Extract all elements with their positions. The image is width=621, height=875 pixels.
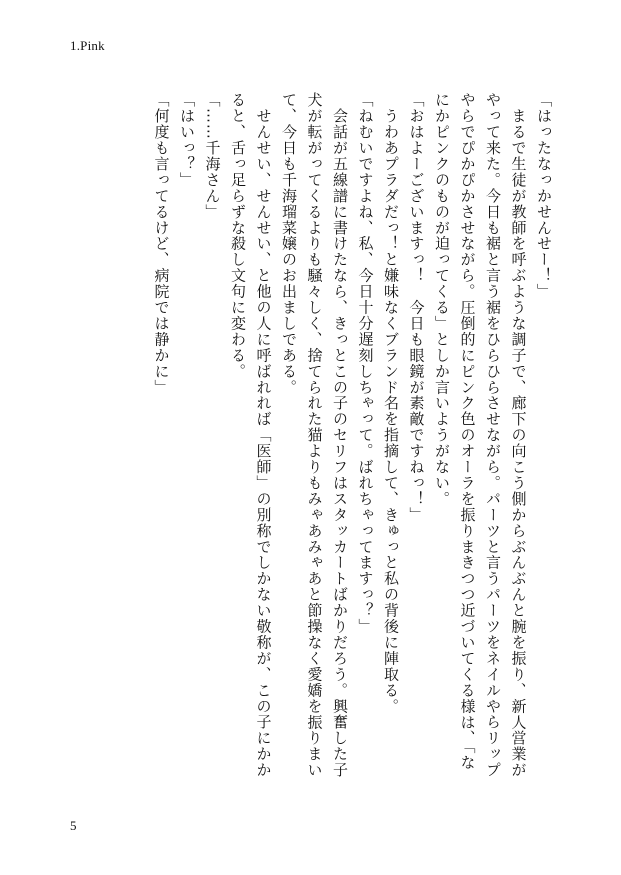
paragraph: 「はいっ？」 [178, 92, 196, 188]
paragraph: せんせい、せんせい、と他の人に呼ばれれば「医師」の別称でしかない敬称が、この子にかかると、舌っ足らずな殺し文句に変わる。 [229, 92, 273, 778]
paragraph: まるで生徒が教師を呼ぶような調子で、廊下の向こう側からぶんぶんと腕を振り、新人営業がやって来た。今日も裾と言う裾をひらひらさせながら。パーツと言うパーツをネイルやらリップやらでぴかぴかさせながら。圧倒的にピンク色のオーラを振りまきつつ近づいてくる様は、「なにかピンクのものが迫ってくる」としか言いようがない。 [433, 92, 528, 778]
paragraph: 「はったなっかせんせー！」 [535, 92, 553, 300]
paragraph: 「何度も言ってるけど、病院では静かに」 [152, 92, 171, 396]
paragraph: 「……千海さん」 [203, 92, 222, 220]
running-header: 1.Pink [70, 38, 105, 53]
page-number: 5 [70, 818, 77, 833]
paragraph: うわあプラダだっ！と嫌味なくブランド名を指摘して、きゅっと私の背後に陣取る。 [382, 92, 400, 715]
paragraph: 「おはよーございますっ！ 今日も眼鏡が素敵ですねっ！」 [407, 92, 426, 523]
paragraph: 会話が五線譜に書けたなら、きっとこの子のセリフはスタッカートばかりだろう。興奮した子犬が転がってくるよりも騒々しく、捨てられた猫よりもみゃあみゃあと節操なく愛嬌を振りまいて、今日も千海瑠菜嬢のお出ましである。 [280, 92, 349, 778]
vertical-text-body [68, 92, 556, 782]
paragraph: 「ねむいですよね、私、今日十分遅刻しちゃって。ばれちゃってますっ？」 [356, 92, 375, 635]
